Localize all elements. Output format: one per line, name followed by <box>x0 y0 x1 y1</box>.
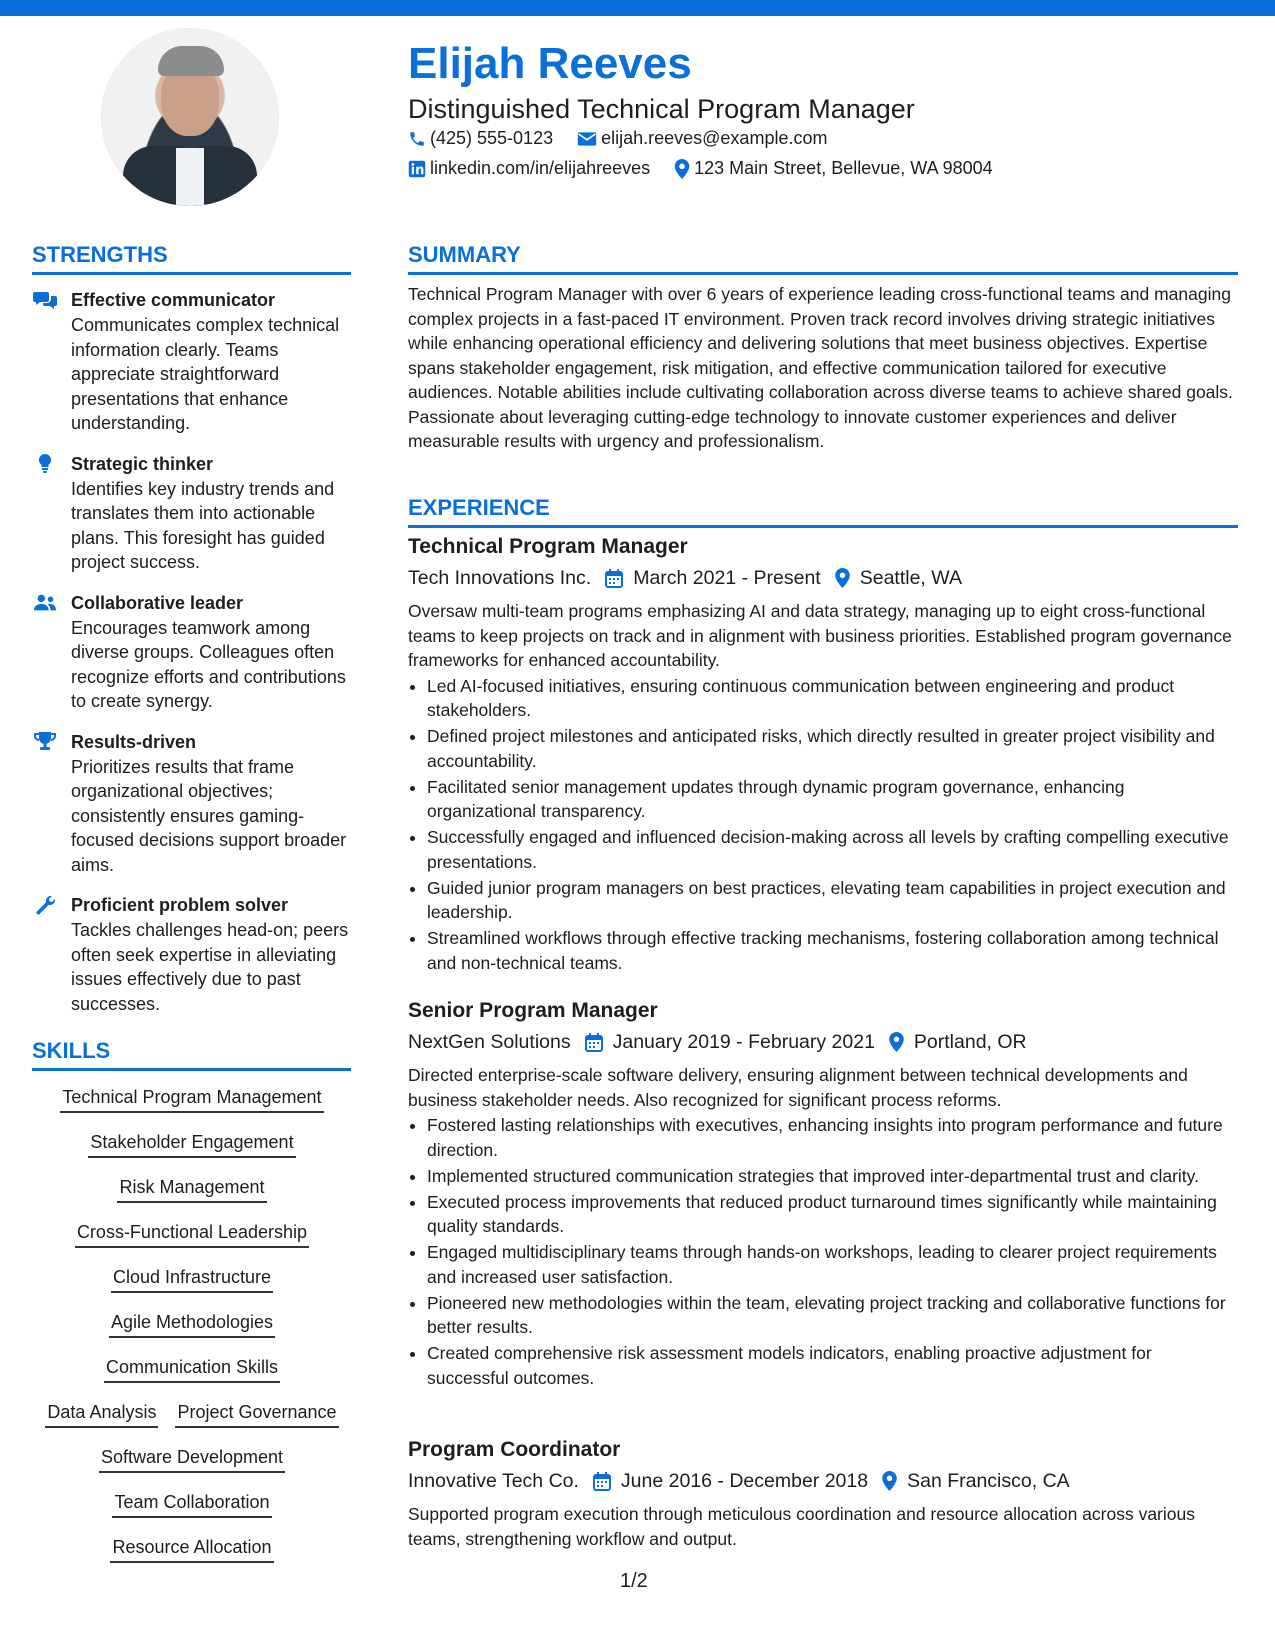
strength-desc: Encourages teamwork among diverse groups. Colleagues often recognize efforts and contributions to create synergy. <box>71 617 346 711</box>
skill-tag: Cloud Infrastructure <box>111 1264 273 1293</box>
strengths-list <box>32 288 352 1032</box>
strength-item <box>32 591 352 714</box>
skill-tag: Technical Program Management <box>60 1084 323 1113</box>
skill-tag: Stakeholder Engagement <box>88 1129 295 1158</box>
job-bullets <box>408 674 1238 976</box>
job-bullet: • Streamlined workflows through effective tracking mechanisms, fostering collaboration among technical and non-technical teams. <box>427 926 1238 975</box>
skill-tag: Cross-Functional Leadership <box>75 1219 309 1248</box>
job-entry <box>408 997 1238 1392</box>
top-accent-bar <box>0 0 1275 16</box>
skill-tag: Data Analysis <box>45 1399 158 1428</box>
experience-rule <box>408 525 1238 528</box>
linkedin-icon <box>408 160 426 178</box>
strength-desc: Identifies key industry trends and translates them into actionable plans. This foresight has guided project success. <box>71 478 335 572</box>
job-bullet: • Created comprehensive risk assessment models indicators, enabling proactive adjustment for successful outcomes. <box>427 1341 1238 1390</box>
location-pin-icon <box>889 1032 904 1052</box>
skills-list <box>32 1084 352 1579</box>
skill-tag: Agile Methodologies <box>109 1309 275 1338</box>
strength-item <box>32 452 352 575</box>
job-bullet: • Executed process improvements that reduced product turnaround times significantly while maintaining quality standards. <box>427 1190 1238 1239</box>
email-icon <box>577 131 597 147</box>
strength-desc: Prioritizes results that frame organizational objectives; consistently ensures gaming-focused decisions support broader aims. <box>71 756 347 875</box>
skill-tag: Resource Allocation <box>110 1534 273 1563</box>
address-text: 123 Main Street, Bellevue, WA 98004 <box>694 158 993 178</box>
skill-tag: Project Governance <box>175 1399 338 1428</box>
job-bullets <box>408 1113 1238 1390</box>
strength-title: Strategic thinker <box>71 453 214 474</box>
location-pin-icon <box>835 568 850 588</box>
experience-heading: EXPERIENCE <box>408 495 550 520</box>
job-dates: March 2021 - Present <box>633 567 821 589</box>
strength-desc: Tackles challenges head-on; peers often seek expertise in alleviating issues effectively due to past successes. <box>71 920 349 1014</box>
email-link[interactable]: elijah.reeves@example.com <box>601 128 828 148</box>
contact-row-2 <box>408 158 1017 179</box>
job-title: Senior Program Manager <box>408 999 658 1022</box>
location-pin-icon <box>674 159 690 179</box>
calendar-icon <box>585 1033 603 1052</box>
job-entry <box>408 533 1238 977</box>
location-pin-icon <box>882 1471 897 1491</box>
job-bullet: • Fostered lasting relationships with executives, enhancing insights into program performance and future direction. <box>427 1113 1238 1162</box>
job-location: Portland, OR <box>913 1031 1027 1053</box>
job-bullet: • Led AI-focused initiatives, ensuring continuous communication between engineering and product stakeholders. <box>427 674 1238 723</box>
strength-item <box>32 893 352 1016</box>
profile-photo <box>101 28 279 206</box>
job-bullet: • Successfully engaged and influenced decision-making across all levels by crafting compelling executive presentations. <box>427 825 1238 874</box>
strengths-rule <box>32 272 351 275</box>
skills-heading: SKILLS <box>32 1038 111 1063</box>
job-dates: January 2019 - February 2021 <box>612 1031 875 1053</box>
job-title: Program Coordinator <box>408 1438 621 1461</box>
linkedin-link[interactable]: linkedin.com/in/elijahreeves <box>430 158 651 178</box>
summary-heading: SUMMARY <box>408 242 521 267</box>
candidate-headline: Distinguished Technical Program Manager <box>408 94 915 124</box>
job-location: Seattle, WA <box>859 567 962 589</box>
job-bullet: • Defined project milestones and anticipated risks, which directly resulted in greater project visibility and accountability. <box>427 724 1238 773</box>
job-dates: June 2016 - December 2018 <box>620 1470 869 1492</box>
job-bullet: • Guided junior program managers on best practices, elevating team capabilities in project execution and leadership. <box>427 876 1238 925</box>
job-bullet: • Pioneered new methodologies within the team, elevating project tracking and collaborative functions for better results. <box>427 1291 1238 1340</box>
candidate-name: Elijah Reeves <box>408 39 692 88</box>
job-company: Innovative Tech Co. <box>408 1470 579 1492</box>
job-meta <box>408 1027 1238 1057</box>
wrench-icon <box>33 895 57 915</box>
strength-title: Results-driven <box>71 731 197 752</box>
skill-tag: Software Development <box>99 1444 285 1473</box>
job-meta <box>408 1466 1238 1496</box>
skills-rule <box>32 1068 351 1071</box>
job-company: NextGen Solutions <box>408 1031 571 1053</box>
skill-tag: Communication Skills <box>104 1354 280 1383</box>
page-number: 1/2 <box>620 1570 648 1592</box>
calendar-icon <box>605 569 623 588</box>
lightbulb-icon <box>33 454 57 474</box>
job-description: Directed enterprise-scale software delivery, ensuring alignment between technical developments and business stakeholder needs. Also recognized for significant process reforms. <box>408 1065 1188 1110</box>
job-bullet: • Facilitated senior management updates through dynamic program governance, enhancing organizational transparency. <box>427 775 1238 824</box>
summary-rule <box>408 272 1238 275</box>
job-description: Supported program execution through meticulous coordination and resource allocation across various teams, strengthening workflow and output. <box>408 1504 1195 1549</box>
phone-icon <box>408 130 426 148</box>
job-bullet: • Implemented structured communication strategies that improved inter-departmental trust and clarity. <box>427 1164 1238 1189</box>
strength-title: Collaborative leader <box>71 592 244 613</box>
chat-bubbles-icon <box>33 290 57 310</box>
job-company: Tech Innovations Inc. <box>408 567 592 589</box>
summary-text: Technical Program Manager with over 6 years of experience leading cross-functional teams and managing complex projects in a fast-paced IT environment. Proven track record involves driving strategic initiatives while enhancing operational efficiency and delivering solutions that meet business objectives. Expertise spans stakeholder engagement, risk mitigation, and effective communication tailored for executive audiences. Notable abilities include cultivating collaboration across diverse teams to achieve shared goals. Passionate about leveraging cutting-edge technology to innovate customer experiences and deliver measurable results with urgency and professionalism. <box>408 284 1233 451</box>
users-icon <box>33 593 57 613</box>
strength-title: Proficient problem solver <box>71 895 289 915</box>
strengths-heading: STRENGTHS <box>32 242 168 267</box>
phone-text: (425) 555-0123 <box>430 128 554 148</box>
strength-item <box>32 288 352 436</box>
trophy-icon <box>33 732 57 752</box>
job-entry <box>408 1436 1238 1551</box>
job-bullet: • Engaged multidisciplinary teams through hands-on workshops, leading to clearer project requirements and increased user satisfaction. <box>427 1240 1238 1289</box>
job-description: Oversaw multi-team programs emphasizing AI and data strategy, managing up to eight cross-functional teams to keep projects on track and in alignment with business priorities. Established program governance frameworks for enhanced accountability. <box>408 601 1232 670</box>
contact-row-1 <box>408 128 851 149</box>
job-title: Technical Program Manager <box>408 535 688 558</box>
strength-desc: Communicates complex technical information clearly. Teams appreciate straightforward presentations that enhance understanding. <box>71 315 340 433</box>
strength-title: Effective communicator <box>71 290 276 310</box>
job-meta <box>408 563 1238 593</box>
calendar-icon <box>593 1472 611 1491</box>
job-location: San Francisco, CA <box>907 1470 1070 1492</box>
skill-tag: Team Collaboration <box>112 1489 271 1518</box>
skill-tag: Risk Management <box>117 1174 266 1203</box>
strength-item <box>32 730 352 878</box>
